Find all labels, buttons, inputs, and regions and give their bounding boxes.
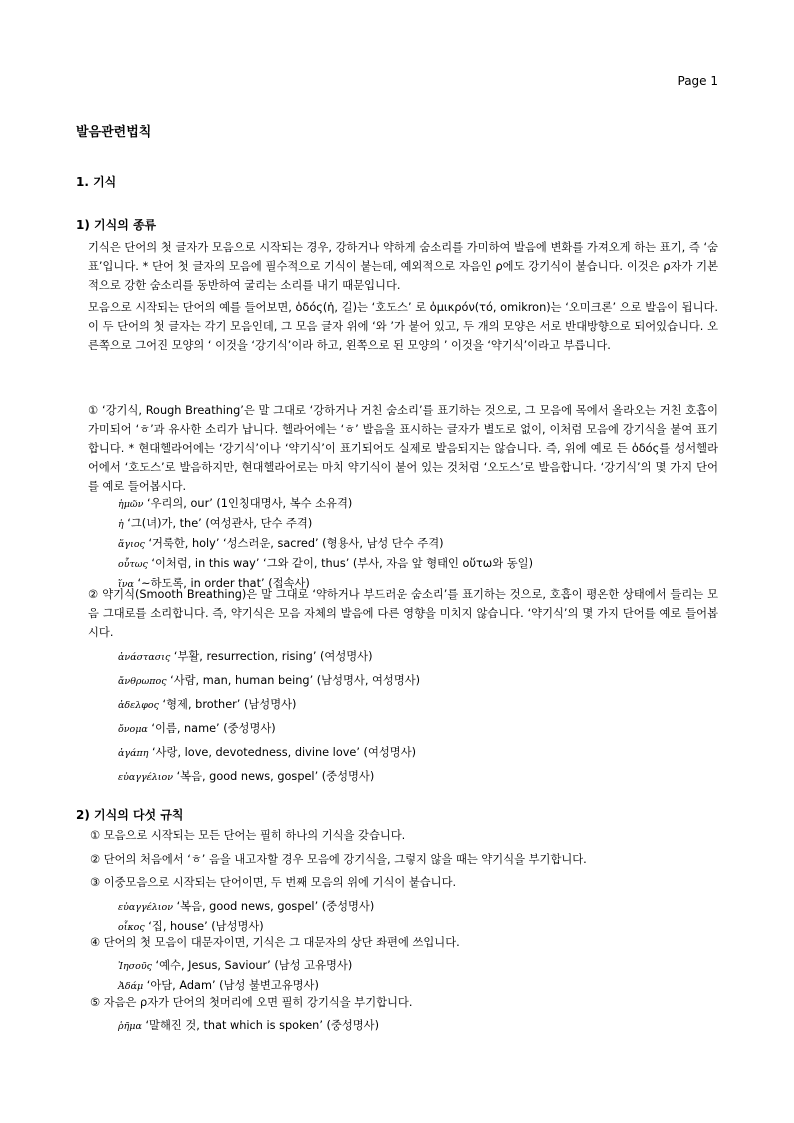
rule-5: ⑤ 자음은 ρ자가 단어의 첫머리에 오면 필히 강기식을 부기합니다. (90, 996, 413, 1009)
gloss: ‘아담, Adam’ (남성 불변고유명사) (143, 979, 319, 992)
list-item (118, 645, 420, 669)
greek-word: ἡ (118, 519, 124, 530)
rule-3-examples (118, 897, 374, 937)
gloss: ‘복음, good news, gospel’ (중성명사) (172, 900, 375, 913)
list-item (118, 534, 533, 554)
gloss: ‘이름, name’ (중성명사) (147, 722, 276, 735)
rule-1: ① 모음으로 시작되는 모든 단어는 필히 하나의 기식을 갖습니다. (90, 829, 406, 842)
list-item (118, 765, 420, 789)
gloss: ‘이처럼, in this way’ ‘그와 같이, thus’ (부사, 자음 앞 형태인 οὕτω와 동일) (147, 557, 533, 570)
list-item (118, 494, 533, 514)
rule-3: ③ 이중모음으로 시작되는 단어이면, 두 번째 모음의 위에 기식이 붙습니다. (90, 876, 457, 889)
gloss: ‘그(녀)가, the’ (여성관사, 단수 주격) (123, 517, 313, 530)
greek-word: Ἰησοῦς (118, 961, 152, 972)
greek-word: εὐαγγέλιον (118, 772, 173, 783)
list-item (118, 669, 420, 693)
gloss: ‘우리의, our’ (1인칭대명사, 복수 소유격) (143, 497, 353, 510)
gloss: ‘~하도록, in order that’ (접속사) (133, 577, 310, 590)
greek-word: ἀνάστασις (118, 652, 171, 663)
gloss: ‘예수, Jesus, Saviour’ (남성 고유명사) (151, 959, 353, 972)
subsection-heading-rules: 2) 기식의 다섯 규칙 (76, 808, 184, 822)
rule-4-examples (118, 956, 352, 996)
gloss: ‘사람, man, human being’ (남성명사, 여성명사) (166, 674, 421, 687)
list-item (118, 514, 533, 534)
greek-word: ἄνθρωπος (118, 676, 167, 687)
greek-word: οἶκος (118, 922, 145, 933)
paragraph-smooth-breathing: ② 약기식(Smooth Breathing)은 말 그대로 ‘약하거나 부드러운 숨소리’를 표기하는 것으로, 호흡이 평온한 상태에서 들리는 모음 그대로를 소리합니다. 즉, 약기식은 모음 자체의 발음에 다른 영향을 미치지 않습니다. ‘약기식’의 몇 가지 단어를 예로 들어봅시다. (88, 588, 718, 639)
greek-word: οὗτως (118, 559, 148, 570)
gloss: ‘거룩한, holy’ ‘성스러운, sacred’ (형용사, 남성 단수 주격) (144, 537, 444, 550)
paragraph-rough-breathing: ① ‘강기식, Rough Breathing’은 말 그대로 ‘강하거나 거친 숨소리’를 표기하는 것으로, 그 모음에 목에서 올라오는 거친 호흡이 가미되어 ‘ㅎ’과 유사한 소리가 납니다. 헬라어에는 ‘ㅎ’ 발음을 표시하는 글자가 별도로 없이, 이처럼 모음에 강기식을 붙여 표기합니다. * 현대헬라어에는 ‘강기식’이나 ‘약기식’이 표기되어도 실제로 발음되지는 않습니다. 즉, 위에 예로 든 ὁδός를 성서헬라어에서 ‘호도스’로 발음하지만, 현대헬라어로는 마치 약기식이 붙어 있는 것처럼 ‘오도스’로 발음합니다. ‘강기식’의 몇 가지 단어를 예로 들어봅시다. (88, 404, 718, 493)
gloss: ‘사랑, love, devotedness, divine love’ (여성명사) (148, 746, 417, 759)
gloss: ‘집, house’ (남성명사) (144, 920, 264, 933)
rough-breathing-examples (118, 494, 533, 594)
greek-word: ἀγάπη (118, 748, 149, 759)
greek-word: ὄνομα (118, 724, 148, 735)
rule-5-examples (118, 1016, 379, 1036)
greek-word: Ἀδάμ (118, 981, 144, 992)
gloss: ‘부활, resurrection, rising’ (여성명사) (170, 650, 373, 663)
paragraph-vowel-examples: 모음으로 시작되는 단어의 예를 들어보면, ὁδός(ἡ, 길)는 ‘호도스’ 로 ὀμικρόν(τό, omikron)는 ‘오미크론’ 으로 발음이 됩니다. 이 두 단어의 첫 글자는 각기 모음인데, 그 모음 글자 위에 ‘와 ’가 붙어 있고, 두 개의 모양은 서로 반대방향으로 되어있습니다. 오른쪽으로 그어진 모양의 ‘ 이것을 ‘강기식’이라 하고, 왼쪽으로 된 모양의 ’ 이것을 ‘약기식’이라고 부릅니다. (88, 301, 718, 352)
subsection-heading-types: 1) 기식의 종류 (76, 218, 157, 232)
greek-word: ἵνα (118, 579, 134, 590)
greek-word: ἡμῶν (118, 499, 144, 510)
list-item (118, 956, 352, 976)
greek-word: ἀδελφος (118, 700, 159, 711)
list-item (118, 554, 533, 574)
document-title: 발음관련법칙 (76, 125, 152, 140)
greek-word: ῥῆμα (118, 1021, 142, 1032)
list-item (118, 693, 420, 717)
greek-word: ἅγιος (118, 539, 145, 550)
smooth-breathing-examples (118, 645, 420, 789)
list-item (118, 717, 420, 741)
rule-2: ② 단어의 처음에서 ‘ㅎ’ 음을 내고자할 경우 모음에 강기식을, 그렇지 않을 때는 약기식을 부기합니다. (90, 853, 587, 866)
list-item (118, 1016, 379, 1036)
list-item (118, 741, 420, 765)
gloss: ‘형제, brother’ (남성명사) (158, 698, 297, 711)
rule-4: ④ 단어의 첫 모음이 대문자이면, 기식은 그 대문자의 상단 좌편에 쓰입니다. (90, 936, 460, 949)
page-number: Page 1 (677, 74, 718, 88)
greek-word: εὐαγγέλιον (118, 902, 173, 913)
paragraph-breathing-definition: 기식은 단어의 첫 글자가 모음으로 시작되는 경우, 강하거나 약하게 숨소리를 가미하여 발음에 변화를 가져오게 하는 표기, 즉 ‘숨표’입니다. * 단어 첫 글자의 모음에 필수적으로 기식이 붙는데, 예외적으로 자음인 ρ에도 강기식이 붙습니다. 이것은 ρ자가 기본적으로 강한 숨소리를 동반하여 굴리는 소리를 내기 때문입니다. (88, 241, 718, 292)
gloss: ‘복음, good news, gospel’ (중성명사) (172, 770, 375, 783)
section-heading-breathing: 1. 기식 (76, 175, 117, 189)
list-item (118, 897, 374, 917)
gloss: ‘말해진 것, that which is spoken’ (중성명사) (141, 1019, 379, 1032)
